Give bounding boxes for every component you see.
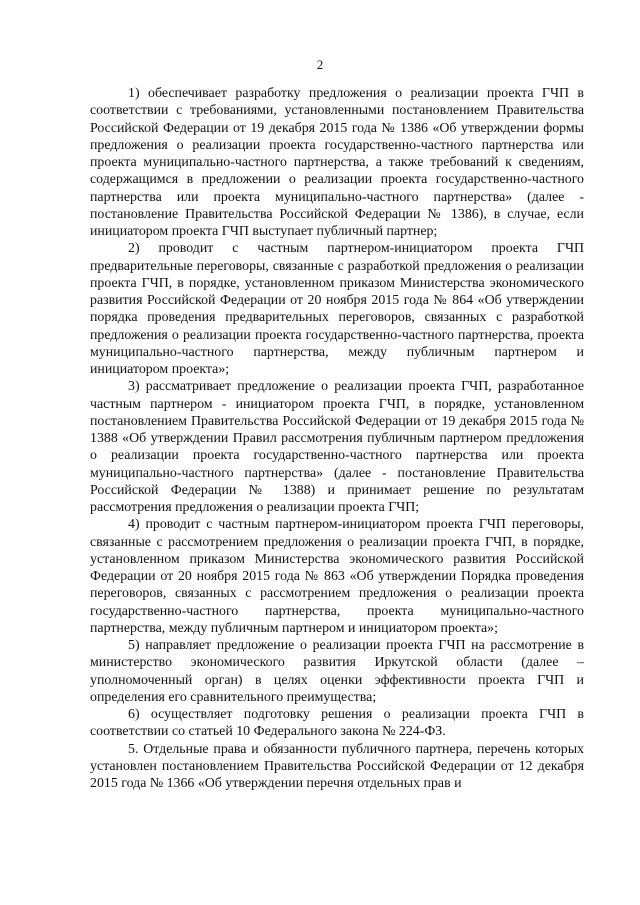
page-number: 2	[316, 57, 324, 72]
paragraph-section-5: 5. Отдельные права и обязанности публичного партнера, перечень которых установлен постановлением Правительства Российской Федерации от 12 декабря 2015 года № 1366 «Об утверждении перечня отдельных прав и	[90, 741, 584, 791]
paragraph-item-4: 4) проводит с частным партнером-инициатором проекта ГЧП переговоры, связанные с рассмотрением предложения о реализации проекта ГЧП, в порядке, установленном приказом Министерства экономического развития Российской Федерации от 20 ноября 2015 года № 863 «Об утверждении Порядка проведения переговоров, связанных с рассмотрением предложения о реализации проекта государственно-частного партнерства, проекта муниципально-частного партнерства, между публичным партнером и инициатором проекта»;	[90, 517, 584, 636]
paragraph-item-3: 3) рассматривает предложение о реализации проекта ГЧП, разработанное частным партнером - инициатором проекта ГЧП, в порядке, установленном постановлением Правительства Российской Федерации от 19 декабря 2015 года № 1388 «Об утверждении Правил рассмотрения публичным партнером предложения о реализации проекта государственно-частного партнерства или проекта муниципально-частного партнерства» (далее - постановление Правительства Российской Федерации № 1388) и принимает решение по результатам рассмотрения предложения о реализации проекта ГЧП;	[90, 379, 584, 515]
paragraph-item-5: 5) направляет предложение о реализации проекта ГЧП на рассмотрение в министерство экономического развития Иркутской области (далее – уполномоченный орган) в целях оценки эффективности проекта ГЧП и определения его сравнительного преимущества;	[90, 638, 584, 705]
paragraph-item-1: 1) обеспечивает разработку предложения о реализации проекта ГЧП в соответствии с требованиями, установленными постановлением Правительства Российской Федерации от 19 декабря 2015 года № 1386 «Об утверждении формы предложения о реализации проекта государственно-частного партнерства или проекта муниципально-частного партнерства, а также требований к сведениям, содержащимся в предложении о реализации проекта государственно-частного партнерства или проекта муниципально-частного партнерства» (далее - постановление Правительства Российской Федерации № 1386), в случае, если инициатором проекта ГЧП выступает публичный партнер;	[90, 86, 584, 239]
document-body	[90, 85, 584, 792]
paragraph-item-6: 6) осуществляет подготовку решения о реализации проекта ГЧП в соответствии со статьей 10 Федерального закона № 224-ФЗ.	[90, 707, 584, 740]
paragraph-item-2: 2) проводит с частным партнером-инициатором проекта ГЧП предварительные переговоры, связанные с разработкой предложения о реализации проекта ГЧП, в порядке, установленном приказом Министерства экономического развития Российской Федерации от 20 ноября 2015 года № 864 «Об утверждении порядка проведения предварительных переговоров, связанных с разработкой предложения о реализации проекта государственно-частного партнерства, проекта муниципально-частного партнерства, между публичным партнером и инициатором проекта»;	[90, 241, 584, 377]
